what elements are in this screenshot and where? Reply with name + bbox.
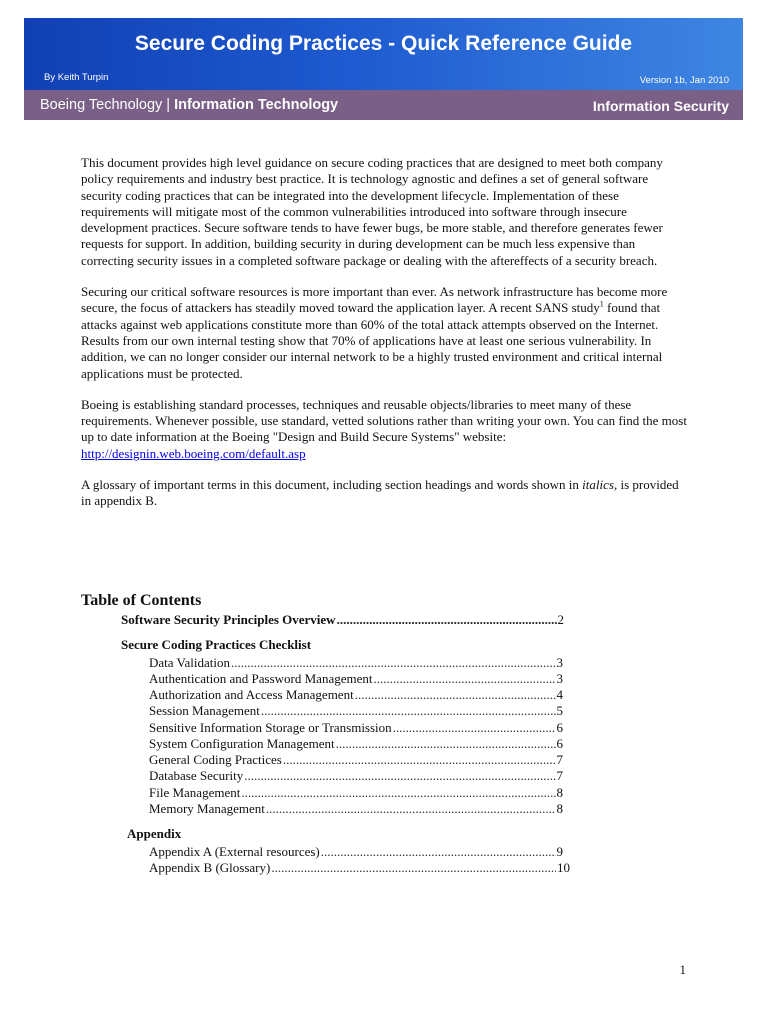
- toc-entry-label: Authorization and Access Management: [149, 687, 354, 702]
- toc-leader-dots: [244, 768, 555, 784]
- design-build-link[interactable]: http://designin.web.boeing.com/default.asp: [81, 445, 306, 461]
- organization: [40, 97, 338, 113]
- toc-leader-dots: [336, 736, 556, 752]
- toc-entry-sensitive-information[interactable]: [149, 720, 563, 736]
- toc-leader-dots: [393, 720, 556, 736]
- toc-entry-label: Software Security Principles Overview: [121, 612, 336, 627]
- org-separator: |: [166, 97, 171, 113]
- toc-leader-dots: [241, 785, 555, 801]
- toc-entry-label: File Management: [149, 785, 241, 800]
- toc-entry-database-security[interactable]: [149, 768, 563, 784]
- toc-title: Table of Contents: [81, 592, 202, 609]
- toc-entry-page: 4: [556, 687, 563, 702]
- toc-entry-session-management[interactable]: [149, 703, 563, 719]
- toc-entry-appendix-b[interactable]: [149, 860, 570, 876]
- toc-entry-label: General Coding Practices: [149, 752, 282, 767]
- intro-p2-text-b: found that attacks against web applications constitute more than 60% of the total attack attempts observed on the Internet. Results from our own internal testing show that 70% of applications have at least one serious vulnerability. In addition, we can no longer consider our internal network to be a highly trusted environment and critical internal applications must be protected.: [81, 300, 663, 381]
- page-number: 1: [679, 962, 686, 977]
- toc-entry-file-management[interactable]: [149, 785, 563, 801]
- toc-entry-system-configuration[interactable]: [149, 736, 563, 752]
- toc-entry-label: System Configuration Management: [149, 736, 335, 751]
- org-right: Information Security: [592, 98, 729, 114]
- toc-entry-page: 3: [556, 655, 563, 670]
- toc-entry-label: Data Validation: [149, 655, 230, 670]
- toc-entry-page: 7: [556, 752, 563, 767]
- intro-p4-italic: italics: [582, 477, 614, 493]
- toc-entry-page: 3: [556, 671, 563, 686]
- toc-leader-dots: [231, 655, 556, 671]
- toc-entry-data-validation[interactable]: [149, 655, 563, 671]
- version: Version 1b, Jan 2010: [639, 75, 729, 86]
- intro-section: [81, 155, 689, 525]
- toc-entry-label: Sensitive Information Storage or Transmission: [149, 720, 392, 735]
- org-primary: Boeing Technology: [40, 97, 163, 113]
- toc-leader-dots: [261, 703, 556, 719]
- toc-entry-page: 6: [556, 736, 563, 751]
- intro-p3-text: Boeing is establishing standard processes, techniques and reusable objects/libraries to meet many of these requirements. Whenever possible, use standard, vetted solutions rather than writing your own. You can find the most up to date information at the Boeing "Design and Build Secure Systems" website:: [81, 396, 687, 445]
- toc-leader-dots: [283, 752, 556, 768]
- toc-entry-page: 8: [556, 785, 563, 800]
- toc-entry-label: Session Management: [149, 703, 260, 718]
- intro-p4-text-b: , is provided in appendix B.: [81, 477, 679, 509]
- toc-entry-page: 9: [556, 844, 563, 859]
- toc-entry-authorization[interactable]: [149, 687, 563, 703]
- toc-leader-dots: [373, 671, 555, 687]
- toc-entry-label: Appendix B (Glossary): [149, 860, 271, 875]
- author: By Keith Turpin: [44, 72, 109, 83]
- toc-entry-memory-management[interactable]: [149, 801, 563, 817]
- toc-entry-label: Appendix A (External resources): [149, 844, 320, 859]
- toc-leader-dots: [266, 801, 556, 817]
- toc-entry-page: 8: [556, 801, 563, 816]
- intro-paragraph-4: [81, 477, 689, 510]
- toc-entry-page: 2: [557, 612, 564, 627]
- intro-paragraph-2: [81, 284, 689, 382]
- toc-leader-dots: [321, 844, 556, 860]
- organization-bar: [24, 90, 743, 120]
- footnote-marker: 1: [599, 300, 604, 310]
- toc-leader-dots: [355, 687, 556, 703]
- toc-entry-page: 10: [557, 860, 570, 875]
- toc-entry-overview[interactable]: [121, 612, 564, 628]
- header-banner: [24, 18, 743, 90]
- toc-checklist-heading: Secure Coding Practices Checklist: [121, 637, 312, 652]
- toc-entry-label: Memory Management: [149, 801, 265, 816]
- toc-entry-authentication[interactable]: [149, 671, 563, 687]
- toc-entry-label: Authentication and Password Management: [149, 671, 373, 686]
- intro-paragraph-1: This document provides high level guidance on secure coding practices that are designed to meet both company policy requirements and industry best practice. It is technology agnostic and defines a set of general software security coding practices that can be integrated into the development lifecycle. Implementation of these requirements will mitigate most of the common vulnerabilities introduced into software through insecure development practices. Secure software tends to have fewer bugs, be more stable, and therefore generates fewer requests for support. In addition, building security in during development can be much less expensive than correcting security issues in a completed software package or dealing with the aftereffects of a security breach.: [81, 155, 663, 268]
- toc-entry-appendix-a[interactable]: [149, 844, 563, 860]
- toc-entry-label: Database Security: [149, 768, 244, 783]
- org-secondary: Information Technology: [174, 97, 339, 113]
- toc-entry-page: 6: [556, 720, 563, 735]
- toc-leader-dots: [337, 612, 557, 628]
- intro-p2-text-a: Securing our critical software resources is more important than ever. As network infrastructure has become more secure, the focus of attackers has steadily moved toward the application layer. A recent SANS study: [81, 284, 668, 316]
- toc-entry-page: 5: [556, 703, 563, 718]
- toc-leader-dots: [271, 860, 556, 876]
- intro-paragraph-3: [81, 397, 689, 462]
- toc-entry-general-coding[interactable]: [149, 752, 563, 768]
- intro-p4-text-a: A glossary of important terms in this document, including section headings and words shown in: [81, 477, 583, 493]
- document-title: Secure Coding Practices - Quick Reference Guide: [134, 32, 633, 55]
- toc-entry-page: 7: [556, 768, 563, 783]
- toc-appendix-heading: Appendix: [127, 826, 182, 841]
